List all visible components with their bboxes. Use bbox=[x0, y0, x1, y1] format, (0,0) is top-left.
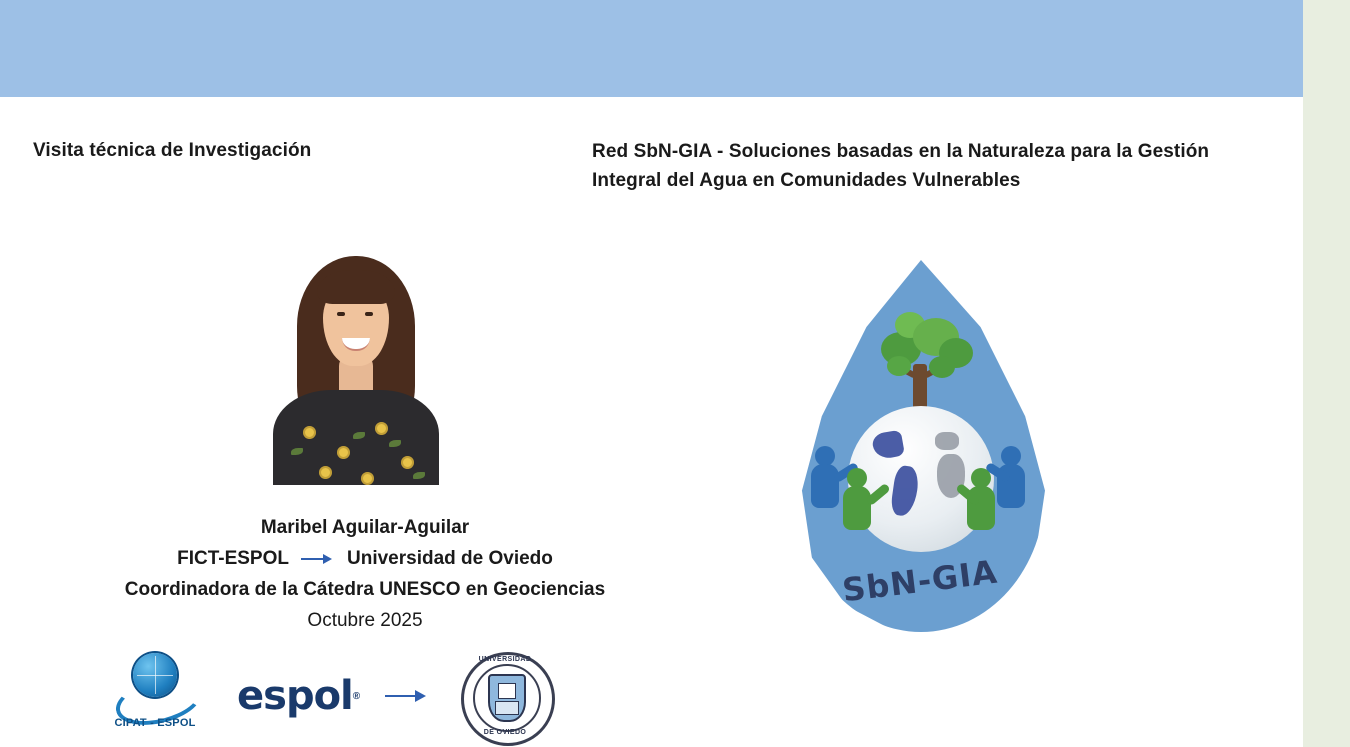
espol-logo bbox=[237, 666, 367, 726]
person-head bbox=[971, 468, 991, 488]
blouse-flower bbox=[303, 426, 316, 439]
photo-eye-left bbox=[337, 312, 345, 316]
person-head bbox=[815, 446, 835, 466]
blouse-flower bbox=[401, 456, 414, 469]
person-head bbox=[847, 468, 867, 488]
blouse-flower bbox=[319, 466, 332, 479]
blouse-flower bbox=[337, 446, 350, 459]
seal-text-top: UNIVERSIDAD bbox=[478, 656, 532, 663]
presenter-photo bbox=[265, 250, 445, 485]
right-side-band bbox=[1303, 0, 1350, 747]
registered-trademark-icon: ® bbox=[352, 690, 361, 702]
blouse-flower bbox=[375, 422, 388, 435]
universidad-de-oviedo-seal bbox=[461, 652, 549, 740]
heading-right: Red SbN-GIA - Soluciones basadas en la Naturaleza para la Gestión Integral del Agua en Comunidades Vulnerables bbox=[592, 141, 1210, 192]
logos-row bbox=[105, 650, 625, 742]
cipat-logo-text: CIPAT - ESPOL bbox=[114, 717, 196, 729]
seal-text-bottom: DE OVIEDO bbox=[483, 729, 527, 736]
arrow-right-icon bbox=[385, 688, 439, 704]
droplet-graphic bbox=[795, 256, 1057, 636]
presenter-role: Coordinadora de la Cátedra UNESCO en Geociencias bbox=[124, 579, 606, 600]
presenter-affiliation bbox=[60, 543, 670, 574]
photo-eye-right bbox=[365, 312, 373, 316]
tree-foliage bbox=[887, 356, 911, 376]
person-body bbox=[811, 464, 839, 508]
sbn-gia-droplet-logo bbox=[795, 256, 1057, 636]
cipat-espol-logo bbox=[105, 651, 205, 741]
presentation-date: Octubre 2025 bbox=[307, 610, 423, 631]
presenter-photo-image bbox=[265, 250, 445, 485]
presenter-info bbox=[60, 512, 670, 636]
heading-left: Visita técnica de Investigación bbox=[33, 140, 312, 161]
arrow-right-icon bbox=[301, 552, 335, 566]
sbn-gia-logo-title: SbN-GIA bbox=[840, 552, 1000, 610]
presenter-name: Maribel Aguilar-Aguilar bbox=[260, 517, 470, 538]
blouse-flower bbox=[361, 472, 374, 485]
tree-foliage bbox=[929, 356, 955, 378]
espol-wordmark: espol bbox=[237, 673, 353, 719]
continent-europe bbox=[935, 432, 959, 450]
person-head bbox=[1001, 446, 1021, 466]
photo-fringe bbox=[317, 270, 395, 304]
top-banner bbox=[0, 0, 1303, 97]
affiliation-to: Universidad de Oviedo bbox=[347, 548, 553, 569]
affiliation-from: FICT-ESPOL bbox=[177, 548, 289, 569]
seal-shield-icon bbox=[488, 674, 526, 722]
person-body bbox=[843, 486, 871, 530]
